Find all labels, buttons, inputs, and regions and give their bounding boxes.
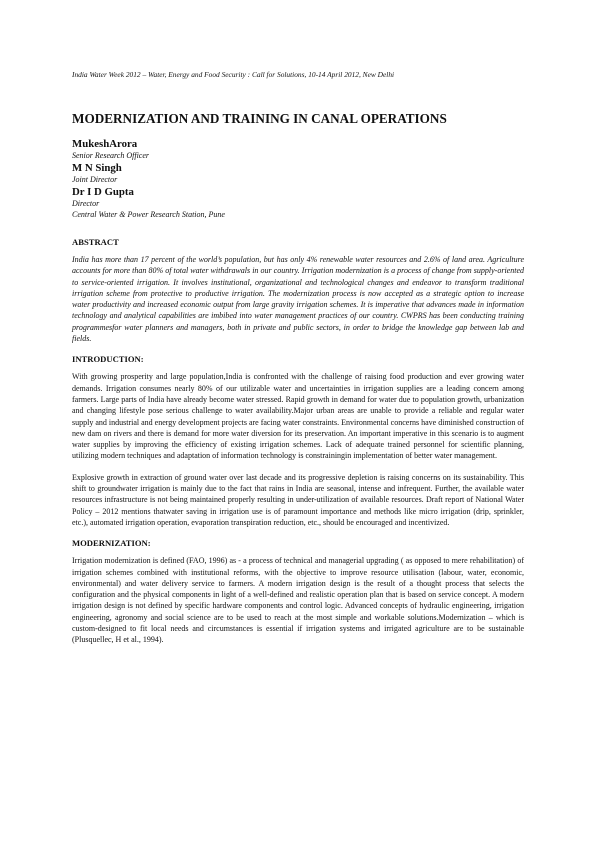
introduction-paragraph: Explosive growth in extraction of ground water over last decade and its progressive depletion is raising concerns on its sustainability. This shift to groundwater irrigation is mainly due to the fact that rains in India are seasonal, intense and infrequent. Further, the available water resources infrastructure is not being maintained properly resulting in under-utilization of available resources. Draft report of National Water Policy – 2012 mentions thatwater saving in irrigation use is of paramount importance and methods like micro irrigation (drip, sprinkler, etc.), automated irrigation operation, evaporation transpiration reduction, etc., should be encouraged and incentivized. — [72, 472, 524, 527]
introduction-heading: INTRODUCTION: — [72, 354, 144, 365]
author-name: Dr I D Gupta — [72, 186, 134, 198]
modernization-paragraph: Irrigation modernization is defined (FAO, 1996) as - a process of technical and managerial upgrading ( as opposed to mere rehabilitation) of irrigation schemes combined with institutional reforms, with the objective to improve resource utilisation (labour, water, economic, environmental) and water delivery service to farmers. A modern irrigation design is the result of a thought process that selects the configuration and the physical components in light of a well-defined and realistic operation plan that is based on service concept. A modern irrigation design is not defined by specific hardware components and control logic. Advanced concepts of hydraulic engineering, irrigation engineering, agronomy and social science are to be used to reach at the most simple and workable solutions.Modernization – which is custom-designed to fit local needs and circumstances is essential if irrigation systems and irrigated agriculture are to be sustainable (Plusquellec, H et al., 1994). — [72, 556, 524, 645]
author-block — [72, 138, 524, 220]
author-name: MukeshArora — [72, 138, 138, 150]
author-role: Director — [72, 199, 100, 208]
affiliation: Central Water & Power Research Station, Pune — [72, 210, 225, 219]
paper-title: MODERNIZATION AND TRAINING IN CANAL OPERATIONS — [72, 111, 447, 126]
abstract-text: India has more than 17 percent of the world’s population, but has only 4% renewable water resources and 2.6% of land area. Agriculture accounts for more than 80% of total water withdrawals in our country. Irrigation modernization is a process of change from supply-oriented to service-oriented irrigation. It involves institutional, organizational and technological changes and endeavor to transform traditional irrigation scheme from protective to productive irrigation. The modernization process is now accepted as a strategic option to increase water productivity and increased economic output from large gravity irrigation schemes. It is imperative that advances made in information technology and analytical capabilities are imbibed into water management practices of our country. CWPRS has been conducting training programmesfor water planners and managers, both in private and public sectors, in order to bridge the knowledge gap between lab and fields. — [72, 255, 524, 344]
author-name: M N Singh — [72, 162, 122, 174]
author-role: Senior Research Officer — [72, 151, 150, 160]
introduction-paragraph: With growing prosperity and large population,India is confronted with the challenge of raising food production and ever growing water demands. Irrigation consumes nearly 80% of our utilizable water and uncertainties in irrigation supplies are a leading concern among farmers. Large parts of India have already become water stressed. Rapid growth in demand for water due to population growth, urbanization and changing lifestyle pose serious challenge to water availability.Major urban areas are unable to provide a reliable and regular water supply and industrial and energy development projects are facing water constraints. Environmental concerns have diminished construction of new dam on rivers and there is demand for more water diversion for its preservation. An important imperative in this scenario is to augment water supplies by improving the efficiency of existing irrigation schemes. Lack of adequate trained personnel for scientific planning, utilizing modern techniques and adaptation of information technology is constrainingin implementation of better water management. — [72, 372, 524, 461]
paper-page — [72, 70, 524, 656]
author-role: Joint Director — [72, 175, 118, 184]
modernization-heading: MODERNIZATION: — [72, 538, 151, 549]
running-header: India Water Week 2012 – Water, Energy and Food Security : Call for Solutions, 10-14 April 2012, New Delhi — [72, 70, 395, 79]
abstract-heading: ABSTRACT — [72, 237, 119, 247]
